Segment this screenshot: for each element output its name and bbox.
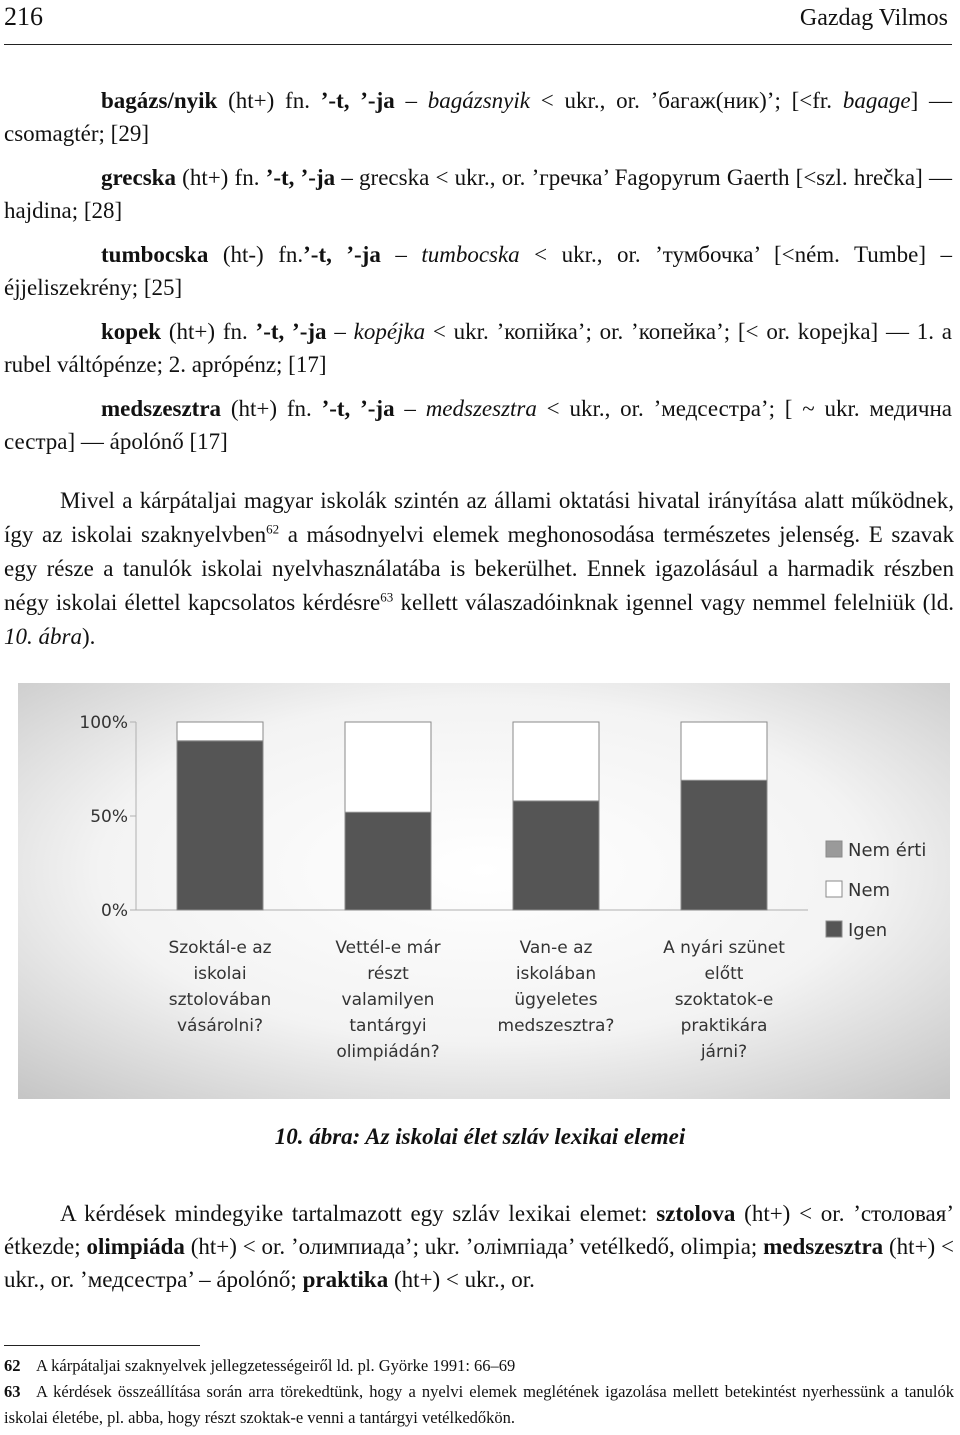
footnote-rule xyxy=(4,1345,200,1346)
page-number: 216 xyxy=(4,2,43,31)
footnotes xyxy=(4,1353,954,1431)
footnote-ref-63[interactable]: 63 xyxy=(380,589,394,605)
x-category-label: előtt xyxy=(704,964,744,984)
text-run: < ukr., or. ’медсестра’; [ ~ ukr. медична сестра] — ápolónő [17] xyxy=(4,396,952,454)
y-tick-label: 0% xyxy=(101,901,128,921)
entry-headword: grecska xyxy=(101,165,176,190)
legend-swatch xyxy=(826,881,842,897)
x-category-label: részt xyxy=(367,964,409,984)
footnote-63 xyxy=(4,1379,954,1431)
header-rule xyxy=(4,44,952,45)
text-run: < ukr., or. ’тумбочка’ [<ném. Tumbe] – éjjeliszekrény; [25] xyxy=(4,242,952,300)
x-category-label: iskolában xyxy=(515,964,597,984)
bold-run: sztolova xyxy=(656,1201,736,1226)
text-run: – xyxy=(394,88,428,113)
entry-headword: kopek xyxy=(101,319,162,344)
x-category-label: Vettél-e már xyxy=(335,938,441,958)
chart-svg xyxy=(18,683,950,1099)
figure-caption: 10. ábra: Az iskolai élet szláv lexikai elemei xyxy=(274,1124,686,1149)
x-category-label: járni? xyxy=(700,1042,748,1062)
italic-run: kopéjka xyxy=(353,319,426,344)
legend-swatch xyxy=(826,921,842,937)
chart-background xyxy=(18,683,950,1099)
text-run: a másodnyelvi elemek meghonosodása természetes jelenség. E szavak egy része a tanulók iskolai nyelvhasználatába is bekerülhet. Ennek igazolásául a harmadik részben négy iskolai élettel kapcsolatos kérdésre xyxy=(4,522,955,615)
x-category-label: vásárolni? xyxy=(176,1016,264,1036)
bar-segment xyxy=(177,741,263,910)
x-category-label: sztolovában xyxy=(168,990,272,1010)
legend-swatch xyxy=(826,841,842,857)
footnote-text: A kárpátaljai szaknyelvek jellegzetességeiről ld. pl. Györke 1991: 66–69 xyxy=(36,1356,516,1375)
bar-segment xyxy=(681,722,767,780)
text-run: (ht-) fn. xyxy=(208,242,304,267)
italic-run: tumbocska xyxy=(421,242,520,267)
x-category-label: valamilyen xyxy=(341,990,435,1010)
text-run: – grecska < ukr., or. ’гречка’ Fagopyrum Gaerth [<szl. hrečka] — hajdina; [28] xyxy=(4,165,952,223)
y-tick-label: 50% xyxy=(90,807,128,827)
x-category-label: Van-e az xyxy=(519,938,593,958)
legend-label: Igen xyxy=(848,920,888,941)
footnote-number: 63 xyxy=(4,1382,21,1401)
entry-headword: bagázs/nyik xyxy=(101,88,218,113)
text-run: (ht+) < ukr., or. xyxy=(388,1267,535,1292)
text-run: < ukr. ’копійка’; or. ’копейка’; [< or. kopejka] — 1. a rubel váltópénze; 2. aprópénz; [17] xyxy=(4,319,953,377)
bold-run: ’-t, ’-ja xyxy=(255,319,327,344)
x-category-label: tantárgyi xyxy=(349,1016,427,1036)
x-category-label: praktikára xyxy=(680,1016,768,1036)
text-run: ] — csomagtér; [29] xyxy=(4,88,952,146)
after-paragraph xyxy=(4,1197,954,1296)
dictionary-entry xyxy=(4,238,952,304)
italic-run: bagage xyxy=(842,88,911,113)
bold-run: ’-t, ’-ja xyxy=(303,242,381,267)
running-head: Gazdag Vilmos xyxy=(799,5,948,31)
bar-segment xyxy=(513,722,599,801)
text-run: – xyxy=(394,396,426,421)
text-run: (ht+) fn. xyxy=(221,396,322,421)
legend-label: Nem érti xyxy=(848,840,927,861)
text-run: – xyxy=(380,242,422,267)
figure-reference[interactable]: 10. ábra xyxy=(4,624,82,649)
bold-run: ’-t, ’-ja xyxy=(320,88,395,113)
italic-run: medszesztra xyxy=(425,396,537,421)
text-run: < ukr., or. ’багаж(ник)’; [<fr. xyxy=(530,88,843,113)
entry-headword: tumbocska xyxy=(101,242,209,267)
x-category-label: szoktatok-e xyxy=(674,990,774,1010)
text-run: Mivel a kárpátaljai magyar iskolák szintén az állami oktatási hivatal irányítása alatt működnek, így az iskolai szaknyelvben xyxy=(4,488,954,547)
text-run: (ht+) fn. xyxy=(175,165,266,190)
y-tick-label: 100% xyxy=(79,713,128,733)
bar-segment xyxy=(681,780,767,910)
x-category-label: olimpiádán? xyxy=(336,1042,440,1062)
dictionary-entry xyxy=(4,161,952,227)
bold-run: ’-t, ’-ja xyxy=(321,396,395,421)
bold-run: praktika xyxy=(302,1267,389,1292)
text-run: (ht+) < or. ’олимпиада’; ukr. ’олiмпiада’ vetélkedő, olimpia; xyxy=(184,1234,764,1259)
footnote-62 xyxy=(4,1353,954,1379)
bar-segment xyxy=(345,722,431,812)
bold-run: olimpiáda xyxy=(86,1234,185,1259)
footnote-ref-62[interactable]: 62 xyxy=(266,521,280,537)
text-run: (ht+) < ukr., or. ’медсестра’ – ápolónő; xyxy=(4,1234,954,1292)
text-run: – xyxy=(326,319,354,344)
bold-run: ’-t, ’-ja xyxy=(265,165,336,190)
bar-segment xyxy=(513,801,599,910)
dictionary-entry xyxy=(4,392,952,458)
dictionary-entry xyxy=(4,84,952,150)
legend-label: Nem xyxy=(848,880,891,901)
paragraph-text xyxy=(4,484,954,654)
dictionary-entry xyxy=(4,315,952,381)
page-header xyxy=(0,0,960,40)
x-category-label: ügyeletes xyxy=(514,990,598,1010)
footnote-text: A kérdések összeállítása során arra törekedtünk, hogy a nyelvi elemek meglétének igazolása mellett betekintést nyerhessünk a tanulók iskolai életébe, pl. abba, hogy részt szoktak-e venni a tantárgyi vetélkedőkön. xyxy=(4,1382,954,1427)
stacked-bar-chart xyxy=(18,683,950,1099)
x-category-label: iskolai xyxy=(193,964,247,984)
x-category-label: medszesztra? xyxy=(497,1016,615,1036)
dictionary-entries xyxy=(4,84,952,469)
text-run: ). xyxy=(81,624,96,649)
bar-segment xyxy=(345,812,431,910)
text-run: (ht+) fn. xyxy=(161,319,256,344)
text-run: (ht+) fn. xyxy=(217,88,321,113)
bar-segment xyxy=(177,722,263,741)
paragraph-text xyxy=(4,1197,954,1296)
footnote-number: 62 xyxy=(4,1356,21,1375)
italic-run: bagázsnyik xyxy=(427,88,530,113)
text-run: kellett válaszadóinknak igennel vagy nemmel felelniük (ld. xyxy=(393,590,954,615)
text-run: (ht+) < or. ’столовая’ étkezde; xyxy=(4,1201,954,1259)
body-paragraph xyxy=(4,484,954,654)
bold-run: medszesztra xyxy=(763,1234,884,1259)
x-category-label: A nyári szünet xyxy=(663,938,785,958)
text-run: A kérdések mindegyike tartalmazott egy szláv lexikai elemet: xyxy=(60,1201,657,1226)
entry-headword: medszesztra xyxy=(101,396,222,421)
x-category-label: Szoktál-e az xyxy=(168,938,272,958)
